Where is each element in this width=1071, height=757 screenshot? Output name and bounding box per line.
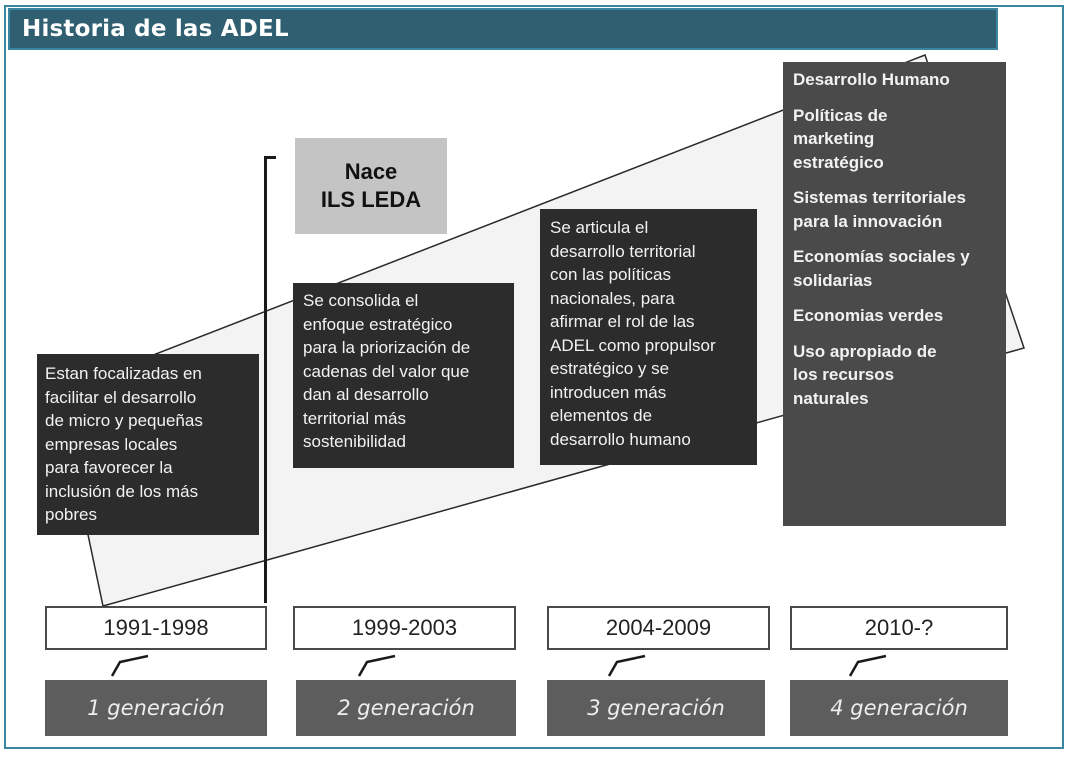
topic-item: Economias verdes	[793, 306, 944, 325]
description-line: para la priorización de	[303, 338, 471, 357]
description-line: con las políticas	[550, 265, 671, 284]
topic-item: Desarrollo Humano	[793, 70, 950, 89]
description-line: nacionales, para	[550, 288, 675, 308]
generation-1-description	[37, 354, 259, 535]
generation-2-description	[293, 283, 514, 468]
topic-item: Economías sociales y solidarias	[793, 247, 970, 290]
milestone-line1: Nace	[344, 159, 398, 184]
description-line: desarrollo territorial	[550, 241, 696, 261]
description-line: sostenibilidad	[303, 432, 407, 451]
connector-3	[607, 652, 647, 678]
description-line: para favorecer la	[45, 458, 173, 477]
description-line: de micro y pequeñas	[45, 411, 203, 430]
header-bar	[8, 8, 998, 50]
milestone-line2: ILS LEDA	[320, 187, 422, 212]
period-label-1: 1991-1998	[45, 606, 267, 650]
period-label-4: 2010-?	[790, 606, 1008, 650]
description-line: estratégico y se	[550, 359, 670, 378]
description-line: enfoque estratégico	[303, 314, 453, 334]
connector-4	[848, 652, 888, 678]
description-line: pobres	[45, 505, 97, 524]
topic-item: Sistemas territoriales para la innovación	[793, 188, 966, 231]
description-line: elementos de	[550, 406, 653, 425]
period-label-2: 1999-2003	[293, 606, 516, 650]
description-line: inclusión de los más	[45, 481, 199, 501]
description-line: desarrollo humano	[550, 429, 691, 449]
description-line: introducen más	[550, 382, 667, 402]
page-title: Historia de las ADEL	[22, 16, 289, 42]
generation-label-2: 2 generación	[296, 680, 516, 736]
generation-4-topics	[783, 62, 1006, 526]
connector-1	[110, 652, 150, 678]
generation-3-description	[540, 209, 757, 465]
description-line: empresas locales	[45, 434, 178, 454]
description-line: territorial más	[303, 408, 406, 428]
generation-label-3: 3 generación	[547, 680, 765, 736]
connector-2	[357, 652, 397, 678]
description-line: Se articula el	[550, 218, 649, 237]
milestone-line	[264, 156, 267, 603]
description-line: cadenas del valor que	[303, 361, 470, 381]
description-line: afirmar el rol de las	[550, 312, 695, 331]
description-line: Se consolida el	[303, 291, 419, 310]
description-line: dan al desarrollo	[303, 385, 429, 404]
milestone-box	[295, 138, 447, 234]
milestone-line-tick	[264, 156, 276, 159]
description-line: Estan focalizadas en	[45, 364, 202, 383]
description-line: facilitar el desarrollo	[45, 387, 197, 407]
topic-item: Uso apropiado de los recursos naturales	[793, 341, 937, 408]
period-label-3: 2004-2009	[547, 606, 770, 650]
generation-label-1: 1 generación	[45, 680, 267, 736]
topic-item: Políticas de marketing estratégico	[793, 105, 888, 172]
generation-label-4: 4 generación	[790, 680, 1008, 736]
description-line: ADEL como propulsor	[550, 335, 716, 355]
